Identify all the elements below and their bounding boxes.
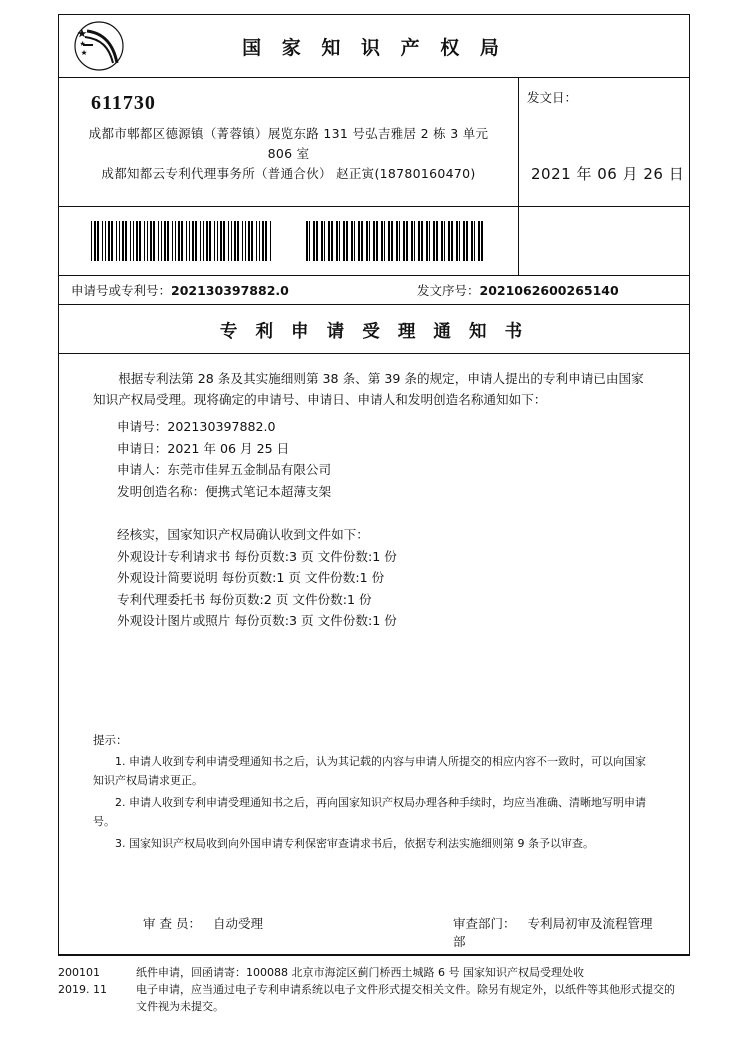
barcode-right-blank — [519, 207, 689, 275]
address-line: 成都知都云专利代理事务所（普通合伙） 赵正寅(18780160470) — [101, 166, 476, 181]
barcode-dispatch — [306, 221, 486, 261]
address-line: 成都市郫都区德源镇（菁蓉镇）展览东路 131 号弘吉雅居 2 栋 3 单元 — [88, 126, 489, 141]
note-item: 1. 申请人收到专利申请受理通知书之后，认为其记载的内容与申请人所提交的相应内容不一致时，可以向国家知识产权局请求更正。 — [93, 755, 646, 787]
notes-title: 提示： — [93, 733, 128, 747]
dispatch-number-label: 发文序号： — [417, 283, 480, 298]
recipient-address — [69, 124, 508, 184]
document-header — [59, 15, 689, 78]
footer-line: 文件视为未提交。 — [136, 1000, 224, 1013]
dispatch-number-value: 2021062600265140 — [479, 283, 619, 298]
form-number: 200101 — [58, 966, 100, 979]
form-date: 2019. 11 — [58, 983, 107, 996]
info-item: 申请日：2021 年 06 月 25 日 — [117, 440, 290, 456]
document-item: 外观设计图片或照片 每份页数:3 页 文件份数:1 份 — [117, 613, 397, 628]
footer-line: 电子申请，应当通过电子专利申请系统以电子文件形式提交相关文件。除另有规定外，以纸件等其他形式提交的 — [136, 983, 675, 996]
note-item: 3. 国家知识产权局收到向外国申请专利保密审查请求书后，依据专利法实施细则第 9 条予以审查。 — [115, 837, 594, 850]
recipient-block — [59, 78, 519, 206]
issue-date-label: 发文日： — [527, 90, 578, 105]
info-item: 发明创造名称：便携式笔记本超薄支架 — [117, 483, 332, 499]
intro-paragraph: 根据专利法第 28 条及其实施细则第 38 条、第 39 条的规定，申请人提出的专利申请已由国家知识产权局受理。现将确定的申请号、申请日、申请人和发明创造名称通知如下： — [93, 371, 644, 407]
document-item: 外观设计专利请求书 每份页数:3 页 文件份数:1 份 — [117, 548, 397, 564]
notes-section — [93, 732, 655, 856]
examiner-block — [93, 914, 443, 950]
department-label: 审查部门： — [453, 916, 516, 931]
issue-date-value: 2021 年 06 月 26 日 — [531, 165, 685, 183]
barcode-container — [59, 207, 519, 275]
document-footer — [58, 964, 690, 1015]
address-row — [59, 78, 689, 207]
document-title: 专 利 申 请 受 理 通 知 书 — [59, 305, 689, 354]
department-block — [443, 914, 655, 950]
application-info-list — [93, 416, 655, 502]
office-title: 国 家 知 识 产 权 局 — [242, 37, 506, 59]
document-item: 外观设计简要说明 每份页数:1 页 文件份数:1 份 — [117, 570, 385, 585]
document-body — [59, 354, 689, 954]
department-value: 专利局初审及流程管理部 — [453, 916, 653, 949]
form-number-block — [58, 964, 136, 1015]
issue-date-block — [519, 78, 689, 206]
document-item: 专利代理委托书 每份页数:2 页 文件份数:1 份 — [117, 591, 372, 607]
footer-line: 纸件申请，回函请寄：100088 北京市海淀区蓟门桥西土城路 6 号 国家知识产权局受理处收 — [136, 966, 584, 979]
application-number-cell — [59, 281, 409, 299]
footer-divider — [58, 955, 690, 956]
barcode-row — [59, 207, 689, 276]
application-number-label: 申请号或专利号： — [71, 283, 172, 298]
signoff-row — [93, 914, 655, 950]
footer-text-block — [136, 964, 690, 1015]
application-number-value: 202130397882.0 — [171, 283, 289, 298]
barcode-application — [91, 221, 271, 261]
postcode: 611730 — [91, 92, 156, 114]
note-item: 2. 申请人收到专利申请受理通知书之后，再向国家知识产权局办理各种手续时，均应当准确、清晰地写明申请号。 — [93, 796, 646, 828]
address-line: 806 室 — [267, 146, 310, 161]
examiner-label: 审 查 员： — [143, 916, 201, 931]
examiner-value: 自动受理 — [212, 916, 263, 931]
number-row — [59, 276, 689, 305]
confirm-heading: 经核实，国家知识产权局确认收到文件如下： — [117, 527, 369, 542]
info-item: 申请号：202130397882.0 — [117, 419, 276, 434]
notice-document — [58, 14, 690, 955]
info-item: 申请人：东莞市佳昇五金制品有限公司 — [117, 462, 332, 477]
dispatch-number-cell — [409, 281, 689, 299]
received-documents-list — [93, 546, 655, 632]
